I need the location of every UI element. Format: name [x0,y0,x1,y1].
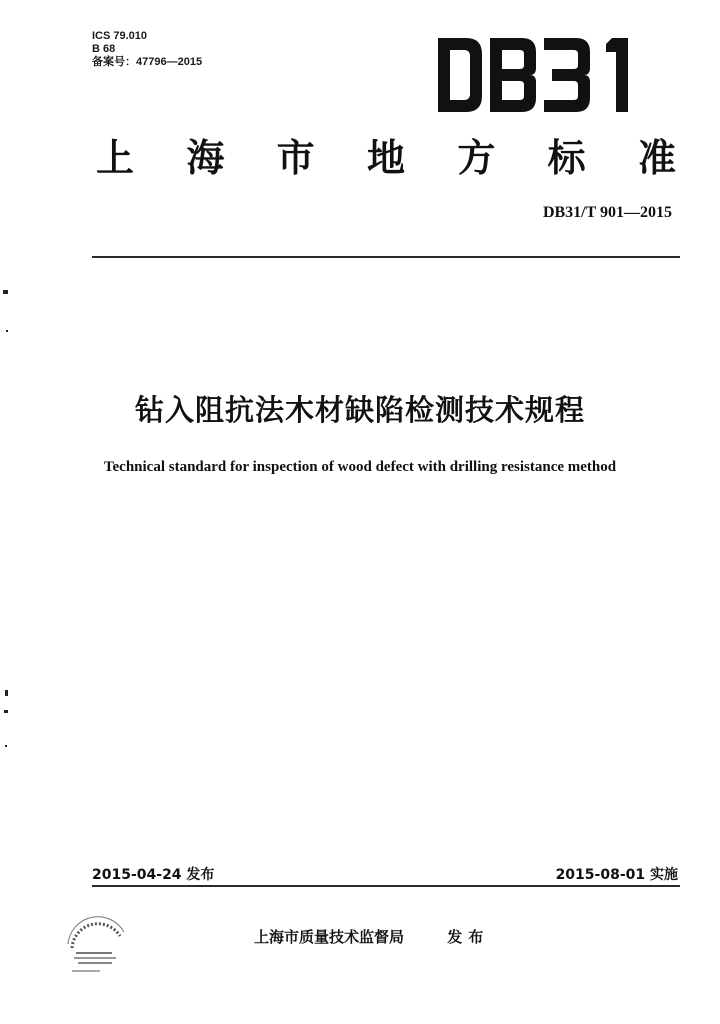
series-title-char: 市 [276,135,315,180]
scan-artifact [4,710,8,713]
record-number: 备案号：47796—2015 [92,56,203,68]
series-title-char: 海 [186,135,225,180]
issuing-authority [254,926,489,947]
series-title-char: 方 [457,135,496,180]
series-title-char: 准 [637,135,676,180]
top-divider [92,256,680,258]
db31-logo [438,38,642,112]
title-english: Technical standard for inspection of wood defect with drilling resistance method [103,459,617,475]
library-stamp-icon [62,916,132,986]
scan-artifact [6,330,8,332]
scan-artifact [5,745,7,747]
series-title [96,136,676,180]
standard-number: DB31/T 901—2015 [542,204,672,221]
scan-artifact [3,290,8,294]
issuer-action: 发布 [447,928,490,946]
series-title-char: 地 [366,135,405,180]
scan-artifact [5,690,8,696]
bottom-divider [92,885,680,887]
series-title-char: 上 [96,135,135,180]
issuer-name: 上海市质量技术监督局 [254,928,405,946]
issue-date: 2015-04-24 发布 [92,867,215,883]
ccs-code: B 68 [92,43,116,55]
ics-code: ICS 79.010 [92,30,148,42]
series-title-char: 标 [547,135,586,180]
implementation-date: 2015-08-01 实施 [555,867,678,883]
title-chinese: 钻入阻抗法木材缺陷检测技术规程 [134,393,585,427]
classification-block [92,30,202,69]
